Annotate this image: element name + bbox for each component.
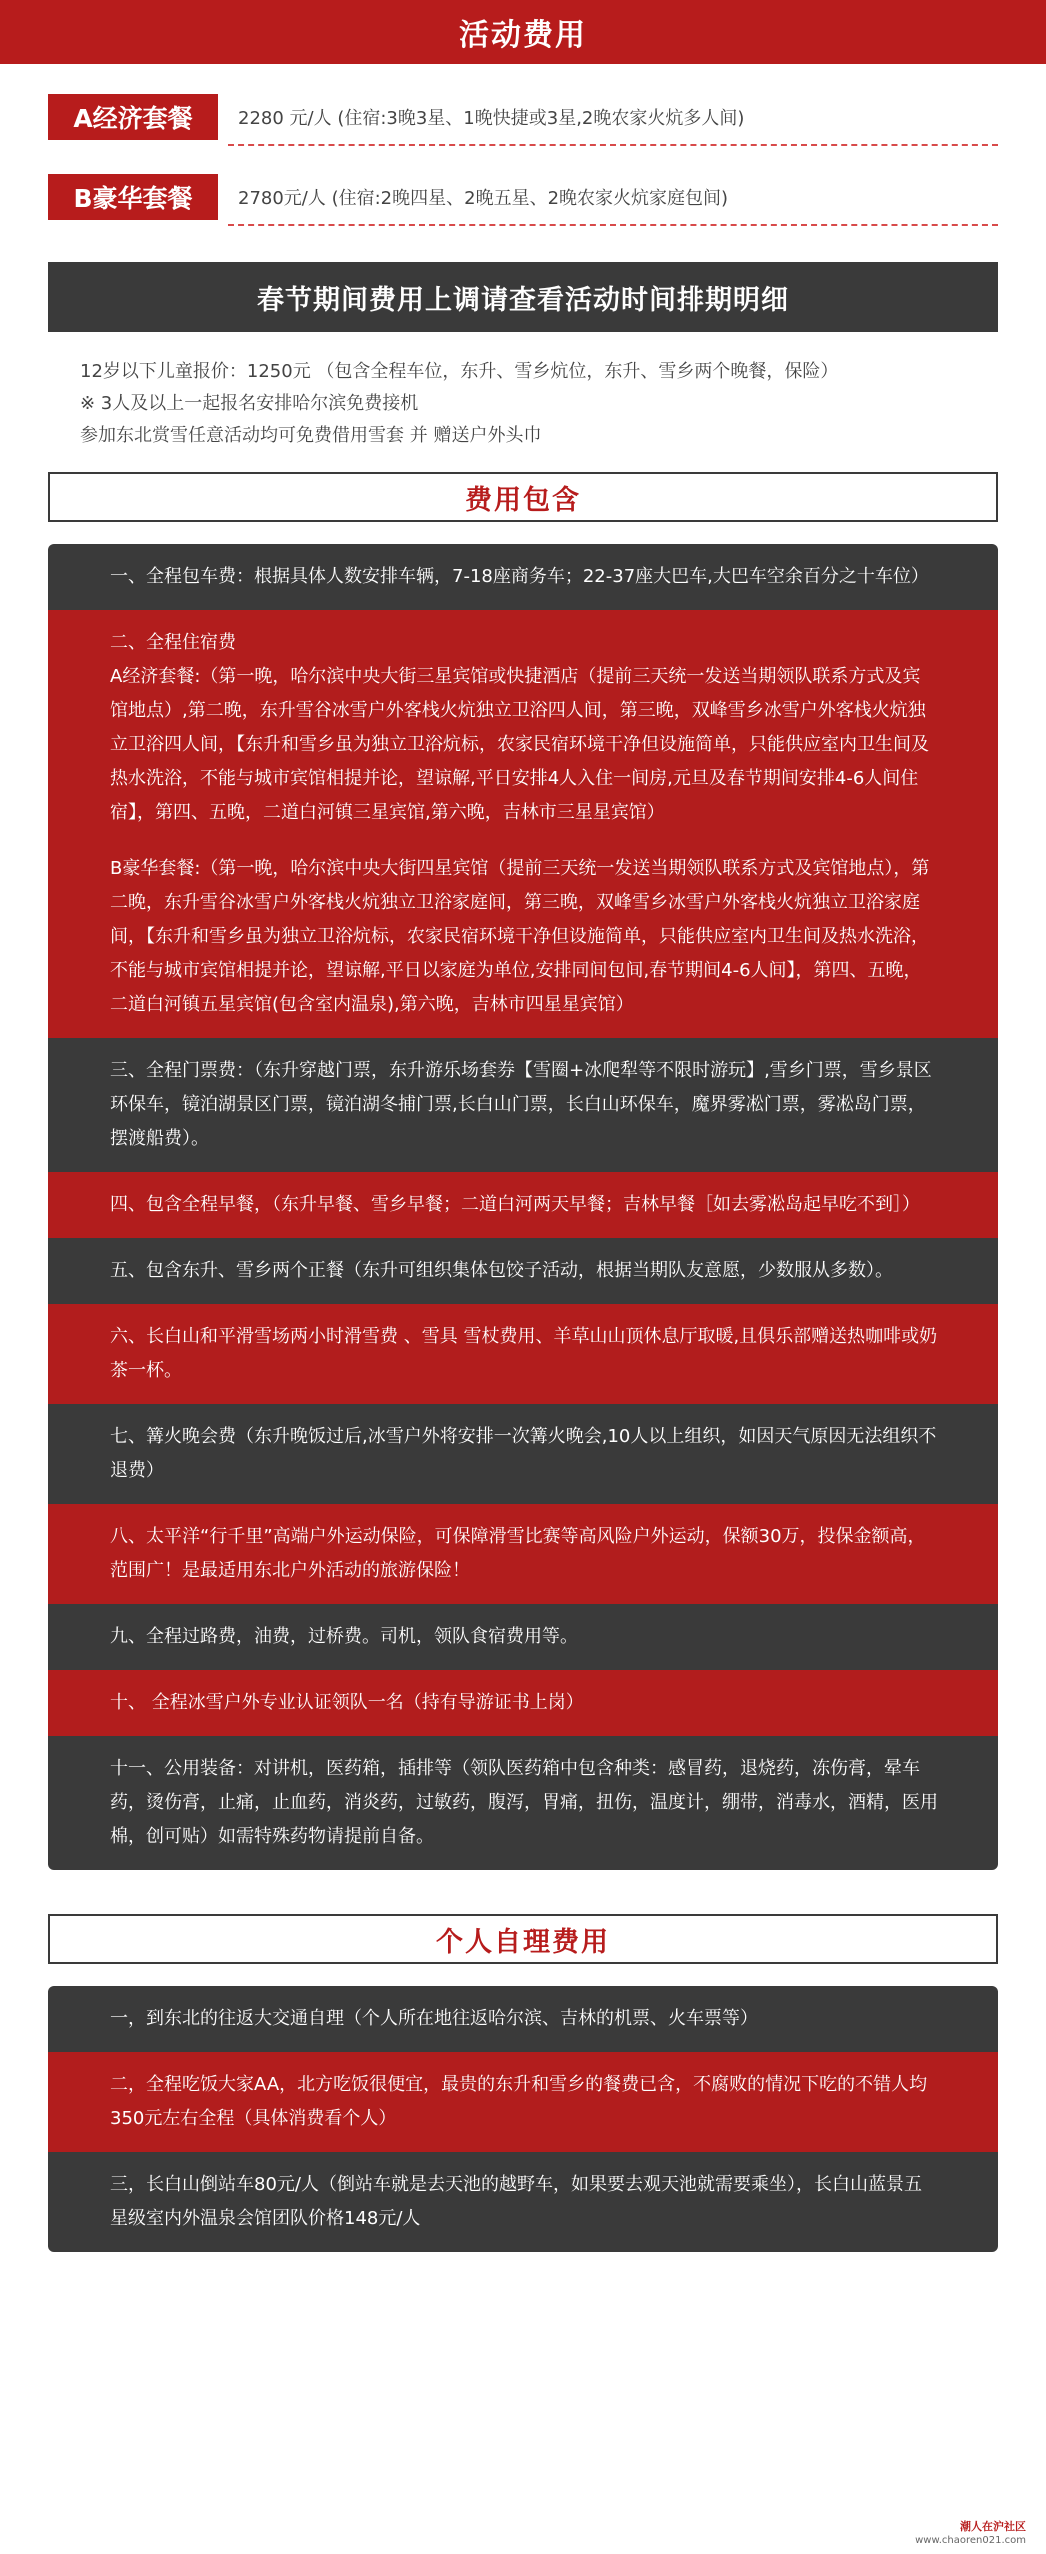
fee-item-text: 四、包含全程早餐，（东升早餐、雪乡早餐；二道白河两天早餐；吉林早餐［如去雾凇岛起早吃不到］）	[110, 1194, 920, 1215]
watermark	[915, 2520, 1026, 2548]
fee-item-block	[48, 2152, 998, 2252]
fee-item-text: 五、包含东升、雪乡两个正餐（东升可组织集体包饺子活动，根据当期队友意愿，少数服从多数）。	[110, 1260, 893, 1281]
fee-item-block	[48, 1604, 998, 1670]
pickup-note: ※ 3人及以上一起报名安排哈尔滨免费接机	[80, 393, 419, 414]
fee-item-block	[48, 1038, 998, 1172]
fee-item-block	[48, 610, 998, 1038]
spring-festival-banner: 春节期间费用上调请查看活动时间排期明细	[48, 262, 998, 332]
fee-item-block	[48, 2052, 998, 2152]
package-b-price: 2780元/人 (住宿:2晚四星、2晚五星、2晚农家火炕家庭包间)	[238, 188, 729, 209]
fee-item-block	[48, 544, 998, 610]
fee-item-text: 一，到东北的往返大交通自理（个人所在地往返哈尔滨、吉林的机票、火车票等）	[110, 2008, 758, 2029]
fee-item-text: 六、长白山和平滑雪场两小时滑雪费 、雪具 雪杖费用、羊草山山顶休息厅取暖,且俱乐部赠送热咖啡或奶茶一杯。	[110, 1326, 938, 1381]
fee-item-text: 十一、公用装备：对讲机，医药箱，插排等（领队医药箱中包含种类：感冒药，退烧药，冻伤膏，晕车药，烫伤膏，止痛，止血药，消炎药，过敏药，腹泻，胃痛，扭伤，温度计，绷带，消毒水，酒精，医用棉，创可贴）如需特殊药物请提前自备。	[110, 1758, 938, 1847]
watermark-name: 潮人在沪社区	[960, 2520, 1026, 2533]
gear-note: 参加东北赏雪任意活动均可免费借用雪套 并 赠送户外头巾	[80, 425, 542, 446]
fee-item-text: 九、全程过路费，油费，过桥费。司机，领队食宿费用等。	[110, 1626, 578, 1647]
fee-item-block	[48, 1238, 998, 1304]
package-b-row	[48, 172, 998, 222]
page-title: 活动费用	[0, 0, 1046, 64]
fee-item-block	[48, 1404, 998, 1504]
fee-item-text: 二，全程吃饭大家AA，北方吃饭很便宜，最贵的东升和雪乡的餐费已含，不腐败的情况下吃的不错人均350元左右全程（具体消费看个人）	[110, 2074, 928, 2129]
fee-item-block	[48, 1172, 998, 1238]
included-list	[48, 544, 998, 1870]
fee-item-text: 三、全程门票费：（东升穿越门票，东升游乐场套券【雪圈+冰爬犁等不限时游玩】,雪乡门票，雪乡景区环保车，镜泊湖景区门票，镜泊湖冬捕门票,长白山门票，长白山环保车，魔界雾凇门票，雾凇岛门票，摆渡船费）。	[110, 1060, 932, 1149]
package-b-label: B豪华套餐	[48, 174, 218, 220]
fee-item-text: 一、全程包车费：根据具体人数安排车辆，7-18座商务车；22-37座大巴车,大巴车空余百分之十车位）	[110, 566, 929, 587]
fee-item-text: B豪华套餐:（第一晚，哈尔滨中央大街四星宾馆（提前三天统一发送当期领队联系方式及宾馆地点），第二晚，东升雪谷冰雪户外客栈火炕独立卫浴家庭间，第三晚，双峰雪乡冰雪户外客栈火炕独立卫浴家庭间，【东升和雪乡虽为独立卫浴炕标，农家民宿环境干净但设施简单，只能供应室内卫生间及热水洗浴，不能与城市宾馆相提并论，望谅解,平日以家庭为单位,安排同间包间,春节期间4-6人间】，第四、五晚，二道白河镇五星宾馆(包含室内温泉),第六晚，吉林市四星星宾馆）	[110, 858, 930, 1015]
fee-item-text: 七、篝火晚会费（东升晚饭过后,冰雪户外将安排一次篝火晚会,10人以上组织，如因天气原因无法组织不退费）	[110, 1426, 937, 1481]
fee-item-block	[48, 1736, 998, 1870]
notes	[80, 356, 966, 452]
fee-item-text: 二、全程住宿费	[110, 632, 236, 653]
section-title-included: 费用包含	[48, 472, 998, 522]
child-price-note: 12岁以下儿童报价：1250元 （包含全程车位，东升、雪乡炕位，东升、雪乡两个晚餐，保险）	[80, 361, 839, 382]
fee-item-text: A经济套餐:（第一晚，哈尔滨中央大街三星宾馆或快捷酒店（提前三天统一发送当期领队联系方式及宾馆地点）,第二晚，东升雪谷冰雪户外客栈火炕独立卫浴四人间，第三晚，双峰雪乡冰雪户外客栈火炕独立卫浴四人间，【东升和雪乡虽为独立卫浴炕标，农家民宿环境干净但设施简单，只能供应室内卫生间及热水洗浴，不能与城市宾馆相提并论，望谅解,平日安排4人入住一间房,元旦及春节期间安排4-6人间住宿】，第四、五晚，二道白河镇三星宾馆,第六晚，吉林市三星星宾馆）	[110, 666, 929, 823]
dashed-divider	[228, 144, 998, 146]
section-title-self-paid: 个人自理费用	[48, 1914, 998, 1964]
package-a-label: A经济套餐	[48, 94, 218, 140]
fee-item-text: 八、太平洋“行千里”高端户外运动保险，可保障滑雪比赛等高风险户外运动，保额30万，投保金额高，范围广！是最适用东北户外活动的旅游保险！	[110, 1526, 926, 1581]
self-paid-list	[48, 1986, 998, 2252]
fee-item-block	[48, 1986, 998, 2052]
watermark-url: www.chaoren021.com	[915, 2535, 1026, 2546]
fee-item-text: 三，长白山倒站车80元/人（倒站车就是去天池的越野车，如果要去观天池就需要乘坐），长白山蓝景五星级室内外温泉会馆团队价格148元/人	[110, 2174, 922, 2229]
fee-item-block	[48, 1504, 998, 1604]
package-a-price: 2280 元/人 (住宿:3晚3星、1晚快捷或3星,2晚农家火炕多人间)	[238, 108, 745, 129]
package-a-row	[48, 92, 998, 142]
dashed-divider	[228, 224, 998, 226]
fee-item-text: 十、 全程冰雪户外专业认证领队一名（持有导游证书上岗）	[110, 1692, 584, 1713]
fee-item-block	[48, 1670, 998, 1736]
fee-item-block	[48, 1304, 998, 1404]
